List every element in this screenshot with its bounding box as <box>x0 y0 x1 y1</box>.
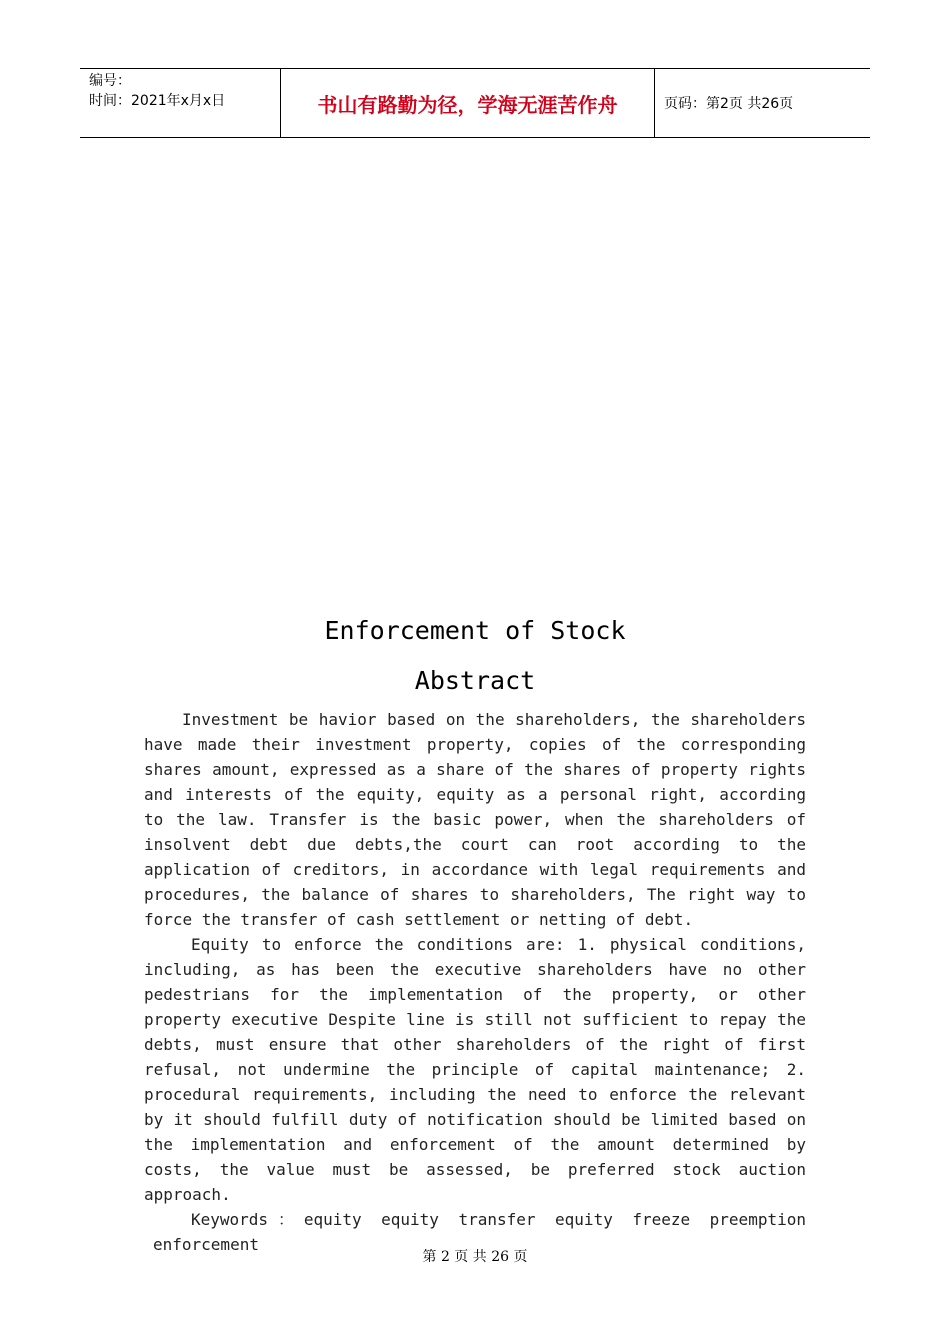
abstract-heading: Abstract <box>414 666 536 695</box>
abstract-body <box>144 707 806 1257</box>
keyword-item: equity freeze <box>555 1210 691 1229</box>
document-title: Enforcement of Stock <box>324 616 626 645</box>
header-meta <box>80 69 281 137</box>
keyword-item: preemption <box>709 1210 806 1229</box>
header-motto: 书山有路勤为径，学海无涯苦作舟 <box>281 69 655 137</box>
header-page-label: 页码：第2页 共26页 <box>664 96 794 112</box>
header-number-label: 编号： <box>89 73 131 89</box>
keywords-line <box>144 1207 806 1232</box>
keyword-item: equity transfer <box>381 1210 536 1229</box>
page-header <box>80 68 870 138</box>
header-date-label: 时间：2021年x月x日 <box>89 93 226 109</box>
keyword-item: equity <box>303 1210 362 1229</box>
abstract-paragraph-1: Investment be havior based on the shareholders, the shareholders have made their investment property, copies of the corresponding shares amount, expressed as a share of the shares of property rights and interests of the equity, equity as a personal right, according to the law. Transfer is the basic power, when the shareholders of insolvent debt due debts,the court can root according to the application of creditors, in accordance with legal requirements and procedures, the balance of shares to shareholders, The right way to force the transfer of cash settlement or netting of debt. <box>144 710 806 929</box>
abstract-paragraph-2: Equity to enforce the conditions are: 1. physical conditions, including, as has been the executive shareholders have no other pedestrians for the implementation of the property, or other property executive Despite line is still not sufficient to repay the debts, must ensure that other shareholders of the right of first refusal, not undermine the principle of capital maintenance; 2. procedural requirements, including the need to enforce the relevant by it should fulfill duty of notification should be limited based on the implementation and enforcement of the amount determined by costs, the value must be assessed, be preferred stock auction approach. <box>144 935 806 1204</box>
keyword-item: enforcement <box>153 1235 259 1254</box>
keywords-label: Keywords： <box>191 1210 304 1229</box>
page-footer: 第 2 页 共 26 页 <box>422 1249 528 1265</box>
